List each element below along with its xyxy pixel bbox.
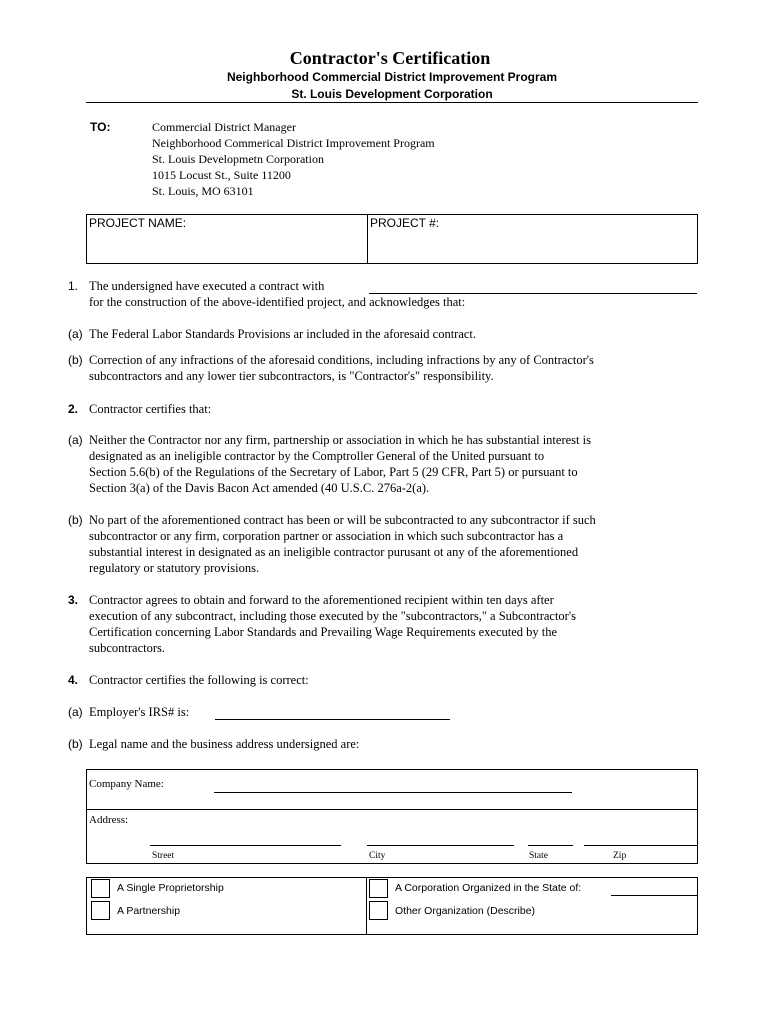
section-2-number: 2. (68, 402, 79, 416)
state-caption: State (529, 851, 548, 861)
section-4-number: 4. (68, 673, 79, 687)
business-type-divider (366, 877, 367, 934)
address-label: Address: (89, 814, 129, 826)
project-name-field[interactable] (88, 232, 364, 260)
corporation-state-line[interactable] (611, 895, 697, 896)
zip-caption: Zip (613, 851, 627, 861)
section-1-text-line-1: The undersigned have executed a contract with (89, 279, 325, 293)
city-caption: City (369, 851, 386, 861)
form-title: Contractor's Certification (289, 48, 491, 68)
section-4a-text: Employer's IRS# is: (89, 705, 190, 719)
address-line-5: St. Louis, MO 63101 (152, 184, 254, 198)
partnership-checkbox[interactable] (91, 901, 110, 920)
section-2a-number: (a) (68, 433, 83, 447)
city-line[interactable] (367, 845, 514, 846)
section-1a-number: (a) (68, 327, 83, 341)
section-4-text: Contractor certifies the following is correct: (89, 673, 309, 687)
project-number-field[interactable] (369, 232, 694, 260)
street-line[interactable] (150, 845, 341, 846)
company-info-box (86, 769, 698, 864)
section-2b-line-1: No part of the aforementioned contract has been or will be subcontracted to any subcontractor if such (89, 513, 596, 527)
street-caption: Street (152, 851, 175, 861)
section-2b-line-2: subcontractor or any firm, corporation partner or association in which such subcontractor has a (89, 529, 564, 543)
section-4b-number: (b) (68, 737, 83, 751)
section-3-line-1: Contractor agrees to obtain and forward to the aforementioned recipient within ten days after (89, 593, 554, 607)
company-box-divider (86, 809, 697, 810)
corporation-checkbox[interactable] (369, 879, 388, 898)
section-3-line-3: Certification concerning Labor Standards and Prevailing Wage Requirements executed by the (89, 625, 558, 639)
sole-proprietorship-label: A Single Proprietorship (117, 882, 224, 894)
section-3-number: 3. (68, 593, 79, 607)
project-box-divider (367, 214, 368, 263)
address-line-4: 1015 Locust St., Suite 11200 (152, 168, 291, 182)
partnership-label: A Partnership (117, 905, 181, 917)
section-2a-line-4: Section 3(a) of the Davis Bacon Act amended (40 U.S.C. 276a-2(a). (89, 481, 430, 495)
section-1b-number: (b) (68, 353, 83, 367)
section-3-line-2: execution of any subcontract, including those executed by the "subcontractors," a Subcontractor's (89, 609, 576, 623)
to-label: TO: (90, 120, 111, 134)
section-1a-text: The Federal Labor Standards Provisions ar included in the aforesaid contract. (89, 327, 477, 341)
address-line-2: Neighborhood Commerical District Improvement Program (152, 136, 435, 150)
program-subtitle: Neighborhood Commercial District Improvement Program (226, 70, 558, 84)
other-organization-checkbox[interactable] (369, 901, 388, 920)
section-2a-line-3: Section 5.6(b) of the Regulations of the Secretary of Labor, Part 5 (29 CFR, Part 5) or pursuant to (89, 465, 578, 479)
section-1-text-line-2: for the construction of the above-identified project, and acknowledges that: (89, 295, 466, 309)
other-organization-label: Other Organization (Describe) (395, 905, 536, 917)
header-divider (86, 102, 698, 103)
section-2-text: Contractor certifies that: (89, 402, 212, 416)
irs-number-line[interactable] (215, 719, 450, 720)
section-1b-line-1: Correction of any infractions of the aforesaid conditions, including infractions by any of Contractor's (89, 353, 594, 367)
section-1-number: 1. (68, 279, 79, 293)
section-1b-line-2: subcontractors and any lower tier subcontractors, is "Contractor's" responsibility. (89, 369, 494, 383)
project-name-label: PROJECT NAME: (89, 216, 187, 230)
corporation-label: A Corporation Organized in the State of: (395, 882, 582, 894)
section-4b-text: Legal name and the business address undersigned are: (89, 737, 360, 751)
sole-proprietorship-checkbox[interactable] (91, 879, 110, 898)
project-number-label: PROJECT #: (370, 216, 440, 230)
section-2b-line-3: substantial interest in designated as an ineligible contractor purusant ot any of the aforementioned (89, 545, 579, 559)
section-3-line-4: subcontractors. (89, 641, 166, 655)
company-name-line[interactable] (214, 792, 572, 793)
section-2b-number: (b) (68, 513, 83, 527)
state-line[interactable] (528, 845, 573, 846)
address-line-1: Commercial District Manager (152, 120, 296, 134)
org-subtitle: St. Louis Development Corporation (291, 87, 493, 101)
section-4a-number: (a) (68, 705, 83, 719)
address-line-3: St. Louis Developmetn Corporation (152, 152, 324, 166)
section-2b-line-4: regulatory or statutory provisions. (89, 561, 260, 575)
company-name-label: Company Name: (89, 778, 164, 790)
section-2a-line-2: designated as an ineligible contractor by the Comptroller General of the United pursuant to (89, 449, 545, 463)
section-2a-line-1: Neither the Contractor nor any firm, partnership or association in which he has substantial interest is (89, 433, 591, 447)
zip-line[interactable] (584, 845, 697, 846)
